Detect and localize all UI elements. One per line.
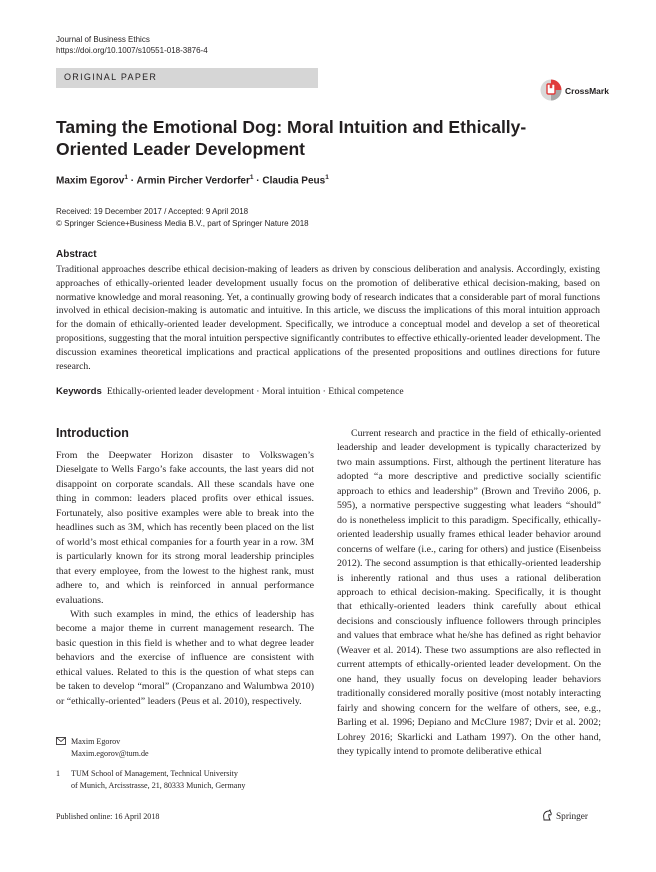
abstract-text: Traditional approaches describe ethical decision-making of leaders as driven by conscious deliberation and analysis. Accordingly, existing approaches of ethically-oriented leader development usually focus on the promotion of deliberative ethical decision-making, based on normative knowledge and moral reasoning. Yet, a continually growing body of research indicates that a considerable part of moral functions involved in ethical decision-making is automatic and intuitive. In this article, we discuss the implications of this moral intuition approach for the domain of ethically-oriented leader development. Specifically, we introduce a conceptual model and develop a set of theoretical propositions, suggesting that the moral intuition perspective significantly contributes to effective ethically-oriented leader development. The discussion examines theoretical implications and practical applications of the presented propositions and outlines directions for future research.	[56, 264, 600, 372]
abstract-heading: Abstract	[56, 249, 97, 260]
article-dates	[56, 206, 309, 230]
body-paragraph: With such examples in mind, the ethics of leadership has become a major theme in current management research. The basic question in this field is whether and to what degree leader behaviors and the exercise of influence are consistent with ethical values. Related to this is the question of what steps can be taken to develop “moral” (Cropanzano and Walumbwa 2010) or “ethically-oriented” leaders (Peus et al. 2010), respectively.	[56, 608, 314, 707]
publisher-name: Springer	[556, 812, 589, 822]
affiliation-number: 1	[56, 769, 61, 779]
affiliation-line: of Munich, Arcisstrasse, 21, 80333 Munich, Germany	[71, 780, 246, 790]
received-accepted-dates: Received: 19 December 2017 / Accepted: 9 April 2018	[56, 207, 249, 216]
author-separator: ·	[127, 175, 137, 187]
author-list	[56, 174, 329, 186]
crossmark-icon	[540, 79, 562, 101]
affiliation-footnote	[56, 768, 316, 791]
journal-header	[56, 34, 208, 56]
affiliation-mark: 1	[325, 174, 329, 181]
affiliation-line: TUM School of Management, Technical University	[71, 769, 238, 779]
copyright-notice: © Springer Science+Business Media B.V., part of Springer Nature 2018	[56, 219, 309, 228]
envelope-icon	[56, 737, 66, 745]
doi-link[interactable]: https://doi.org/10.1007/s10551-018-3876-4	[56, 46, 208, 55]
author-name[interactable]: Armin Pircher Verdorfer	[136, 175, 250, 187]
contact-email[interactable]: Maxim.egorov@tum.de	[71, 748, 149, 758]
article-type-label: ORIGINAL PAPER	[64, 72, 158, 82]
contact-name: Maxim Egorov	[71, 737, 121, 746]
journal-name: Journal of Business Ethics	[56, 35, 150, 44]
keywords-label: Keywords	[56, 386, 102, 397]
body-column-left	[56, 449, 314, 709]
author-separator: ·	[253, 175, 263, 187]
springer-horse-icon	[541, 809, 553, 821]
crossmark-label: CrossMark	[565, 86, 609, 96]
section-heading-introduction: Introduction	[56, 426, 129, 440]
publisher-logo	[541, 809, 588, 822]
author-name[interactable]: Claudia Peus	[262, 175, 326, 187]
published-date: Published online: 16 April 2018	[56, 812, 160, 821]
article-type-badge	[56, 68, 318, 88]
author-name[interactable]: Maxim Egorov	[56, 175, 125, 187]
keywords-line	[56, 386, 600, 397]
body-paragraph: From the Deepwater Horizon disaster to Volkswagen’s Dieselgate to Wells Fargo’s fake accounts, the last years did not disappoint on corporate scandals. All these scandals have one thing in common: leaders placed profits over ethical issues. Fortunately, also positive examples were able to break into the headlines such as 3M, which has recently been placed on the list of world’s most ethical companies for a fourth year in a row. 3M is particularly known for its strong moral leadership principles that every employee, from the lowest to the highest rank, must adhere to, and which is reinforced in annual performance evaluations.	[56, 450, 314, 606]
article-title: Taming the Emotional Dog: Moral Intuition and Ethically-Oriented Leader Development	[56, 117, 527, 159]
footnotes	[56, 736, 316, 791]
affiliation-mark: 1	[249, 174, 254, 181]
affiliation-mark: 1	[124, 174, 128, 181]
contact-footnote	[56, 736, 316, 759]
body-column-right	[337, 427, 601, 759]
keywords-text: Ethically-oriented leader development · Moral intuition · Ethical competence	[106, 386, 404, 397]
crossmark-button[interactable]	[540, 79, 610, 105]
body-paragraph: Current research and practice in the field of ethically-oriented leadership and leader development is typically characterized by two main assumptions. First, although the pertinent literature has adopted “a more descriptive and predictive socially scientific approach to ethics and leadership” (Brown and Treviño 2006, p. 595), a normative perspective suggesting what leaders “should” do is nonetheless implicit to this paradigm. Specifically, ethically-oriented leadership usually frames ethical leader behavior around concerns of welfare (i.e., caring for others) and justice (Eisenbeiss 2012). The second assumption is that ethically-oriented leadership is inherently rational and thus uses a rational deliberation approach to ethical decision-making. Specifically, it is thought that ethically-oriented leaders think carefully about ethical decisions and consciously influence followers through principles and values that embrace what he/she has defined as right behavior (Weaver et al. 2014). These two assumptions are also reflected in current attempts of ethically-oriented leader development. On the one hand, they usually focus on developing leader behaviors traditionally considered morally positive (most notably interacting fairly and showing concern for the welfare of others, see, e.g., Barling et al. 1996; Depiano and McClure 1987; Dvir et al. 2002; Lohrey 2016; Skarlicki and Latham 1997). On the other hand, they typically intend to promote deliberative ethical	[337, 428, 601, 757]
